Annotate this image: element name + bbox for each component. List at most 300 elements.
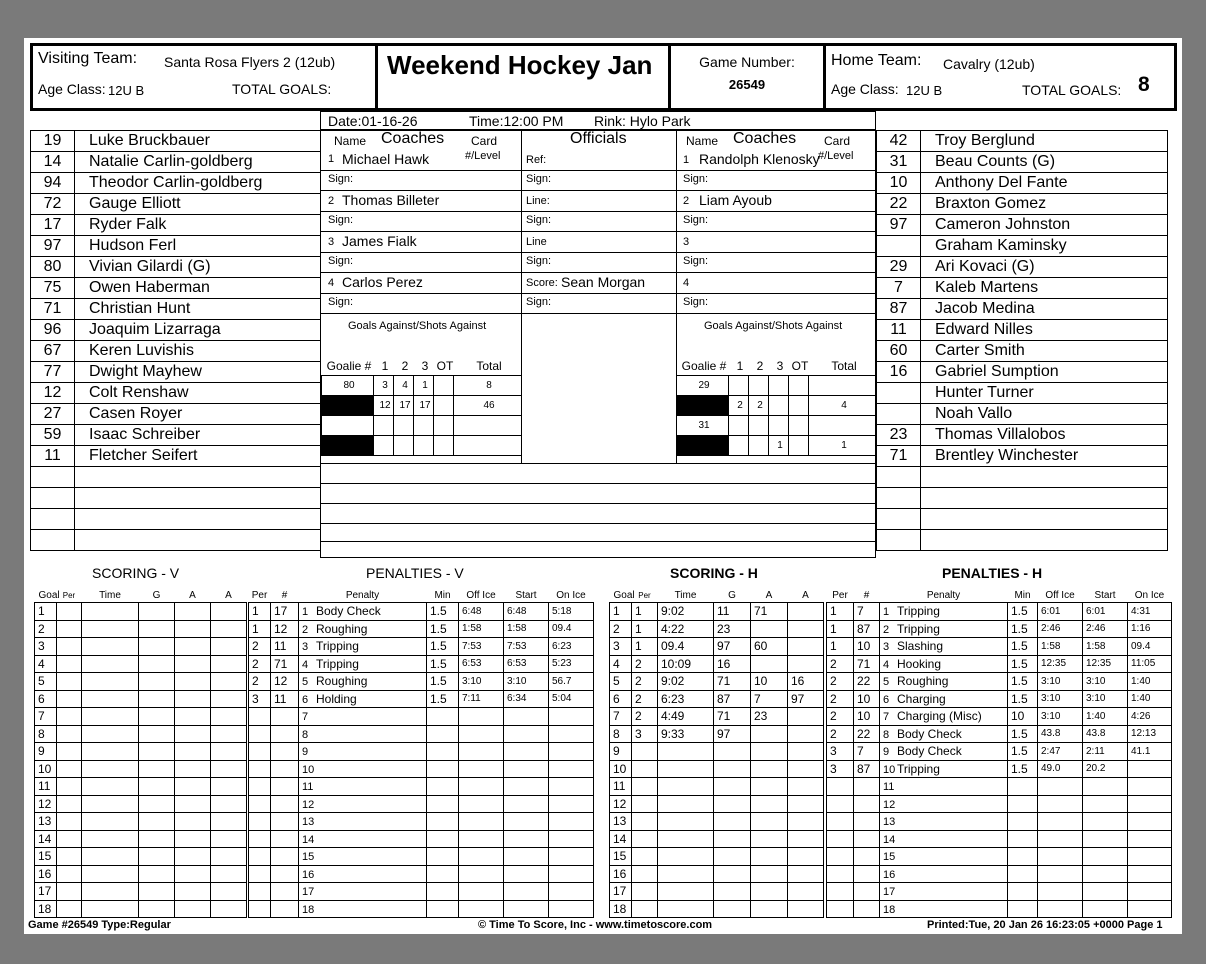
official-sign: Sign:: [526, 255, 552, 267]
scoring-col-head: Time: [674, 589, 697, 601]
penalty-index: 2: [883, 623, 890, 636]
home-age: 12U B: [906, 83, 943, 98]
scoring-cell: [714, 900, 751, 918]
home-roster-row: [877, 320, 1168, 341]
penalty-period: [249, 778, 271, 796]
penalty-index: 18: [883, 903, 896, 916]
visitor-penalty-row: [249, 725, 594, 743]
penalty-desc: [299, 655, 427, 673]
scoring-cell: 12: [35, 795, 57, 813]
visitor-header: [30, 43, 378, 111]
goalie-col-head: 1: [736, 359, 744, 373]
scoring-cell: 2: [610, 620, 632, 638]
scoring-cell: [632, 848, 658, 866]
player-number: 17: [31, 215, 75, 236]
penalty-period: 3: [249, 690, 271, 708]
scoring-cell: [57, 743, 82, 761]
penalty-period: 2: [827, 725, 854, 743]
penalty-minutes: 1.5: [1008, 673, 1038, 691]
scoring-cell: 9:02: [658, 673, 714, 691]
goalie-cell: 80: [322, 376, 374, 396]
home-penalty-row: [827, 883, 1172, 901]
goalie-col-head: Goalie #: [326, 359, 372, 373]
scoring-cell: [211, 760, 247, 778]
home-scoring-row: [610, 725, 824, 743]
goalie-cell: [414, 436, 434, 456]
scoring-cell: [57, 620, 82, 638]
scoring-cell: [211, 830, 247, 848]
visitor-scoring-row: [35, 708, 247, 726]
penalty-index: 14: [883, 833, 896, 846]
scoring-cell: [175, 760, 211, 778]
visitor-roster-row: [31, 467, 321, 488]
goalie-cell: [769, 396, 789, 416]
penalty-period: [249, 813, 271, 831]
home-roster-row: [877, 467, 1168, 488]
player-number: 11: [877, 320, 921, 341]
official-sign: Sign:: [526, 173, 552, 185]
scoring-cell: [175, 743, 211, 761]
penalty-minutes: [427, 848, 459, 866]
scoring-cell: [788, 603, 824, 621]
goalie-cell: [789, 376, 809, 396]
player-number: 94: [31, 173, 75, 194]
scoring-cell: [211, 900, 247, 918]
scoring-cell: 9: [35, 743, 57, 761]
penalty-period: [827, 900, 854, 918]
penalty-index: 11: [883, 781, 895, 794]
penalty-col-head: On Ice: [556, 589, 586, 601]
visitor-scoring-row: [35, 778, 247, 796]
scoring-cell: 6: [610, 690, 632, 708]
penalties-h-title: PENALTIES - H: [942, 565, 1043, 581]
goalie-cell: [434, 396, 454, 416]
penalty-desc: [880, 673, 1008, 691]
home-scoring-row: [610, 760, 824, 778]
goalie-cell: [749, 376, 769, 396]
official-sign: Sign:: [526, 296, 552, 308]
scoring-col-head: Goal: [38, 589, 60, 601]
home-penalty-row: [827, 848, 1172, 866]
scoring-cell: [82, 638, 139, 656]
penalty-index: 18: [302, 903, 315, 916]
goalie-cell: [749, 436, 769, 456]
home-scoring-row: [610, 813, 824, 831]
visitor-coach-index: 3: [328, 236, 335, 248]
penalty-desc: [880, 620, 1008, 638]
penalty-name: Tripping: [316, 656, 359, 671]
scoring-cell: [788, 848, 824, 866]
scoring-cell: [632, 743, 658, 761]
penalty-time: [459, 760, 504, 778]
player-name: Casen Royer: [75, 404, 321, 425]
home-coach-index: 1: [683, 154, 690, 166]
scoring-cell: [139, 795, 175, 813]
visitor-roster-row: [31, 362, 321, 383]
scoring-cell: [175, 830, 211, 848]
goalie-cell: [454, 416, 522, 436]
player-number: 60: [877, 341, 921, 362]
penalty-desc: [880, 900, 1008, 918]
scoring-cell: [211, 620, 247, 638]
penalty-index: 16: [883, 868, 896, 881]
penalty-desc: [299, 725, 427, 743]
visitor-scoring-row: [35, 655, 247, 673]
penalty-time: 6:48: [459, 603, 504, 621]
visitor-penalty-row: [249, 690, 594, 708]
scoring-cell: [82, 725, 139, 743]
visitor-scoring-table: [34, 588, 247, 918]
penalty-minutes: [427, 795, 459, 813]
penalties-v-title: PENALTIES - V: [366, 565, 464, 581]
home-penalty-row: [827, 603, 1172, 621]
visitor-scoring-row: [35, 603, 247, 621]
scoring-cell: [57, 655, 82, 673]
scoring-cell: [788, 865, 824, 883]
penalty-desc: [299, 638, 427, 656]
visitor-goalie-row: [322, 436, 522, 456]
player-name: Gabriel Sumption: [921, 362, 1168, 383]
official-sign: Sign:: [526, 214, 552, 226]
penalty-index: 17: [302, 886, 315, 899]
penalty-name: Tripping: [897, 761, 940, 776]
game-number-label: Game Number:: [699, 54, 795, 70]
visitor-penalty-row: [249, 620, 594, 638]
scoring-cell: 97: [714, 638, 751, 656]
scoring-cell: [139, 900, 175, 918]
scoring-cell: [658, 795, 714, 813]
goalie-cell: [434, 376, 454, 396]
home-roster-row: [877, 446, 1168, 467]
home-coach-index: 4: [683, 277, 690, 289]
penalty-time: [504, 743, 549, 761]
penalty-period: [249, 865, 271, 883]
scoring-cell: 87: [714, 690, 751, 708]
penalty-index: 15: [302, 851, 315, 864]
home-roster-row: [877, 194, 1168, 215]
penalty-index: 15: [883, 851, 896, 864]
penalty-time: 12:35: [1083, 655, 1128, 673]
goalie-col-head: OT: [436, 359, 454, 373]
player-name: Thomas Villalobos: [921, 425, 1168, 446]
visitor-scoring-row: [35, 900, 247, 918]
penalty-time: 1:16: [1128, 620, 1172, 638]
penalty-time: [459, 795, 504, 813]
penalty-time: 12:13: [1128, 725, 1172, 743]
goalie-col-head: Total: [476, 359, 502, 373]
goalie-col-head: 2: [401, 359, 409, 373]
visitor-coach-name: Michael Hawk: [342, 151, 430, 167]
home-roster-row: [877, 341, 1168, 362]
home-goals-label: TOTAL GOALS:: [1022, 82, 1122, 98]
penalty-player: 7: [854, 743, 880, 761]
scoring-cell: 6: [35, 690, 57, 708]
visitor-team: Santa Rosa Flyers 2 (12ub): [164, 54, 336, 70]
penalty-name: Charging (Misc): [897, 709, 982, 724]
penalty-col-head: Start: [1094, 589, 1116, 601]
player-name: Hunter Turner: [921, 383, 1168, 404]
visitor-roster-row: [31, 530, 321, 551]
player-name: Owen Haberman: [75, 278, 321, 299]
player-number: 16: [877, 362, 921, 383]
home-roster-row: [877, 362, 1168, 383]
penalty-time: [1083, 795, 1128, 813]
scoring-col-head: Per: [62, 590, 76, 600]
goalie-cell: 3: [374, 376, 394, 396]
scoresheet: [24, 38, 1182, 934]
penalty-name: Hooking: [897, 656, 942, 671]
goalie-col-head: 1: [381, 359, 389, 373]
visitor-penalty-row: [249, 673, 594, 691]
penalty-name: Roughing: [897, 674, 949, 689]
player-name: Gauge Elliott: [75, 194, 321, 215]
visitor-coach-index: 4: [328, 277, 335, 289]
penalty-time: [459, 865, 504, 883]
penalty-time: [1083, 900, 1128, 918]
penalty-minutes: 1.5: [1008, 760, 1038, 778]
home-penalty-row: [827, 743, 1172, 761]
player-number: 14: [31, 152, 75, 173]
penalty-col-head: Per: [251, 589, 268, 601]
player-name: Troy Berglund: [921, 131, 1168, 152]
goalie-cell: [729, 436, 749, 456]
visitor-coach-name: James Fialk: [342, 233, 417, 249]
scoring-cell: [632, 900, 658, 918]
scoring-cell: 4:22: [658, 620, 714, 638]
penalty-time: 6:01: [1038, 603, 1083, 621]
penalty-col-head: Min: [1014, 589, 1031, 601]
visitor-goalie-row: [322, 396, 522, 416]
scoring-cell: [139, 743, 175, 761]
home-roster-row: [877, 215, 1168, 236]
visitor-penalty-row: [249, 655, 594, 673]
penalty-period: [827, 848, 854, 866]
home-scoring-row: [610, 690, 824, 708]
penalty-time: 3:10: [1083, 673, 1128, 691]
penalty-time: 1:40: [1128, 673, 1172, 691]
penalty-period: 2: [249, 655, 271, 673]
scoring-cell: 7: [751, 690, 788, 708]
scoring-cell: [751, 830, 788, 848]
player-name: Brentley Winchester: [921, 446, 1168, 467]
scoring-cell: 9:33: [658, 725, 714, 743]
penalty-player: [271, 813, 299, 831]
scoring-cell: 11: [714, 603, 751, 621]
penalty-index: 9: [883, 746, 890, 759]
penalty-minutes: [427, 778, 459, 796]
player-number: 59: [31, 425, 75, 446]
goalie-cell: 1: [414, 376, 434, 396]
penalty-time: [504, 725, 549, 743]
scoring-cell: 2: [35, 620, 57, 638]
penalty-period: [249, 900, 271, 918]
scoring-col-head: A: [765, 589, 773, 601]
player-number: 27: [31, 404, 75, 425]
penalty-time: [549, 865, 594, 883]
penalty-time: [504, 900, 549, 918]
penalty-index: 7: [302, 711, 309, 724]
penalty-period: [827, 830, 854, 848]
official-label: Line: [526, 236, 547, 248]
scoring-cell: 6:23: [658, 690, 714, 708]
penalty-desc: [880, 883, 1008, 901]
scoring-cell: [175, 900, 211, 918]
penalty-desc: [299, 830, 427, 848]
penalty-period: 1: [827, 638, 854, 656]
goalie-cell: 29: [677, 376, 729, 396]
scoring-cell: 1: [632, 620, 658, 638]
penalty-time: 20.2: [1083, 760, 1128, 778]
scoring-cell: 1: [35, 603, 57, 621]
scoring-cell: [211, 865, 247, 883]
penalty-period: [827, 778, 854, 796]
home-scoring-row: [610, 708, 824, 726]
penalty-time: 5:04: [549, 690, 594, 708]
penalty-period: [827, 865, 854, 883]
player-name: [75, 467, 321, 488]
scoring-cell: 7: [35, 708, 57, 726]
scoring-cell: [788, 795, 824, 813]
player-name: Graham Kaminsky: [921, 236, 1168, 257]
penalty-time: [1083, 813, 1128, 831]
scoring-cell: [788, 883, 824, 901]
goalie-cell: 1: [769, 436, 789, 456]
scoring-cell: [175, 778, 211, 796]
penalty-time: 56.7: [549, 673, 594, 691]
penalty-desc: [299, 795, 427, 813]
scoring-cell: [57, 603, 82, 621]
scoring-cell: 97: [714, 725, 751, 743]
home-roster-row: [877, 131, 1168, 152]
footer-printed: Printed:Tue, 20 Jan 26 16:23:05 +0000 Page 1: [927, 919, 1163, 931]
penalty-minutes: 1.5: [427, 673, 459, 691]
scoring-cell: [139, 620, 175, 638]
player-number: 97: [877, 215, 921, 236]
goalie-cell: [729, 416, 749, 436]
player-name: Cameron Johnston: [921, 215, 1168, 236]
scoring-cell: 10: [751, 673, 788, 691]
scoring-cell: [57, 848, 82, 866]
penalty-time: 2:46: [1038, 620, 1083, 638]
penalty-col-head: #: [863, 589, 870, 601]
scoring-cell: [139, 708, 175, 726]
penalty-time: 2:11: [1083, 743, 1128, 761]
visitor-goalie-table: [321, 357, 522, 456]
player-number: 97: [31, 236, 75, 257]
home-label: Home Team:: [831, 52, 922, 69]
penalty-period: 2: [827, 690, 854, 708]
player-number: 72: [31, 194, 75, 215]
penalty-minutes: 1.5: [1008, 620, 1038, 638]
visitor-penalty-row: [249, 900, 594, 918]
scoring-cell: [175, 725, 211, 743]
visitor-scoring-row: [35, 795, 247, 813]
scoring-cell: [82, 778, 139, 796]
scoring-cell: 4: [610, 655, 632, 673]
player-name: Ryder Falk: [75, 215, 321, 236]
visitor-label: Visiting Team:: [38, 50, 138, 67]
penalty-time: 4:31: [1128, 603, 1172, 621]
scoring-cell: 1: [610, 603, 632, 621]
scoring-cell: [139, 690, 175, 708]
player-number: 22: [877, 194, 921, 215]
player-name: Keren Luvishis: [75, 341, 321, 362]
penalty-period: [249, 830, 271, 848]
penalty-time: [504, 778, 549, 796]
penalty-index: 10: [883, 763, 896, 776]
visitor-penalties-table: [248, 588, 594, 918]
scoring-cell: [788, 725, 824, 743]
scoring-cell: [751, 883, 788, 901]
home-penalty-row: [827, 708, 1172, 726]
scoring-cell: [82, 708, 139, 726]
penalty-period: 2: [249, 673, 271, 691]
scoring-cell: [139, 813, 175, 831]
goalie-col-head: 2: [756, 359, 764, 373]
penalty-index: 17: [883, 886, 896, 899]
penalty-player: [271, 743, 299, 761]
visitor-roster-row: [31, 488, 321, 509]
visitor-penalty-row: [249, 813, 594, 831]
visitor-scoring-row: [35, 760, 247, 778]
home-penalties-table: [826, 588, 1172, 918]
player-number: 42: [877, 131, 921, 152]
scoring-cell: [751, 865, 788, 883]
visitor-roster-row: [31, 152, 321, 173]
scoring-cell: 2: [632, 708, 658, 726]
penalty-minutes: [427, 708, 459, 726]
penalty-player: [271, 848, 299, 866]
official-label: Line:: [526, 195, 550, 207]
penalty-time: 49.0: [1038, 760, 1083, 778]
player-number: 87: [877, 299, 921, 320]
penalty-minutes: 1.5: [427, 690, 459, 708]
penalty-time: [1038, 900, 1083, 918]
penalty-minutes: 1.5: [427, 603, 459, 621]
scoring-cell: [175, 620, 211, 638]
penalty-minutes: [1008, 865, 1038, 883]
penalty-player: [854, 900, 880, 918]
scoring-cell: [751, 620, 788, 638]
goalie-col-head: 3: [421, 359, 429, 373]
penalty-minutes: 1.5: [427, 638, 459, 656]
penalty-time: [549, 848, 594, 866]
player-number: [877, 383, 921, 404]
penalty-minutes: [427, 725, 459, 743]
penalty-time: [459, 883, 504, 901]
scoring-cell: 14: [610, 830, 632, 848]
official-name: Sean Morgan: [561, 274, 646, 290]
visitor-penalty-row: [249, 760, 594, 778]
scoring-cell: [632, 760, 658, 778]
penalty-player: 87: [854, 760, 880, 778]
scoring-cell: 71: [714, 708, 751, 726]
scoring-cell: [632, 883, 658, 901]
scoring-cell: 9:02: [658, 603, 714, 621]
goalie-cell: [809, 416, 877, 436]
scoring-cell: [751, 655, 788, 673]
v-coach-name-head: Name: [334, 134, 367, 148]
scoring-cell: 13: [610, 813, 632, 831]
penalty-minutes: [1008, 883, 1038, 901]
scoring-cell: 71: [714, 673, 751, 691]
visitor-scoring-row: [35, 830, 247, 848]
scoring-cell: 7: [610, 708, 632, 726]
scoring-cell: [175, 865, 211, 883]
penalty-time: [504, 830, 549, 848]
penalty-desc: [880, 778, 1008, 796]
scoring-cell: 16: [788, 673, 824, 691]
